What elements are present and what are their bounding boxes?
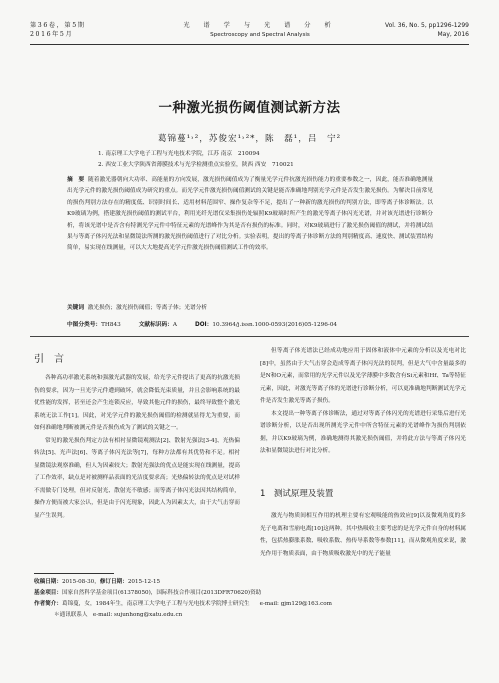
journal-name-zh: 光 谱 学 与 光 谱 分 析	[183, 22, 337, 29]
footnote-corresponding	[34, 610, 474, 621]
classification-line	[67, 319, 447, 328]
affiliation-2: 2. 西安工业大学陕西省薄膜技术与光学检测重点实验室，陕西 西安 710021	[98, 161, 294, 168]
keywords	[67, 303, 433, 313]
clc-code: TH843	[101, 322, 121, 328]
intro-paragraph-2: 常见的激光损伤判定方法有相衬显微镜观测法[2]、散射光强法[3-4]、光热偏转法[5]、光声法[6]、等离子体闪光法等[7]，每种方法都有其优势和不足。相衬显微镜法观察准确，但人为因素较大；散射光强法的优点是能实现在线测量，提高了工作效率，缺点是对被测样品表面的光洁度要求高；光热偏转法的优点是对试样不需做专门处理，但对反射光、散射光不敏感；而等离子体闪光法因其结构简单，操作方便而被大家公认，但是由于闪光现象，因此人为因素太大，由于大气击穿而显产生误判。	[34, 437, 240, 519]
intro-column	[34, 372, 240, 522]
fund-label: 基金项目：	[34, 590, 62, 596]
doc-code-label: 文献标识码：	[138, 322, 173, 328]
revised-date: 2015-12-15	[127, 579, 161, 585]
footnote-rule	[34, 573, 114, 574]
section-1-body	[260, 510, 466, 560]
right-paragraph-2: 本文提出一种等离子体诊断法，通过对等离子体闪光的光谱进行采集后进行光谱诊断分析，以是否出现所测光学元件中所含特征元素的光谱峰作为损伤判别依据，并以K9玻璃为例，准确地测得其激光损伤阈值，并将此方法与等离子体闪光法和显微镜法进行对比分析。	[260, 410, 466, 454]
affiliations	[98, 149, 294, 170]
journal-name-en: Spectroscopy and Spectral Analysis	[210, 31, 310, 38]
header-issue	[30, 22, 86, 39]
paper-title: 一种激光损伤阈值测试新方法	[158, 100, 341, 116]
header-rule	[30, 44, 469, 45]
header-volume-pages: Vol. 36, No. 5, pp1296-1299	[384, 22, 469, 29]
abstract-label: 摘 要	[67, 177, 85, 183]
clc-label: 中图分类号：	[67, 322, 102, 328]
right-column	[260, 345, 466, 458]
bio-text: 葛锦蔓，女，1984年生，南京理工大学电子工程与光电技术学院博士研究生	[61, 601, 250, 607]
section-1-paragraph: 激光与物质间相互作用的机理主要有宏观吸能的热效应[9]以及微观角度的多光子电离和雪崩电离[10]这两种。其中热吸收主要考虑的是光学元件自身的材料属性，包括热膨胀系数、吸收系数、热传导系数等参数[11]，而从微观角度来说，激光作用于物质表面，由于物质吸收激光中的光子能量	[260, 513, 466, 557]
keywords-label: 关键词	[67, 305, 85, 311]
abstract-separator	[30, 336, 469, 337]
doi-value: 10.3964/j.issn.1000-0593(2016)05-1296-04	[212, 322, 338, 328]
footnote-bio	[34, 599, 474, 610]
doi-label: DOI：	[194, 322, 213, 328]
right-paragraph-1: 但等离子体光谱法已经成功地应用于固体和液体中元素的分析以及光电对比[8]中，虽然由于大气击穿会造成等离子体闪光法的误判，但是大气中含量最多的是N和O元素，而常用的光学元件以及光学薄膜中多数含有Si元素和Hf、Ta等特征元素，因此，对激光等离子体的光谱进行诊断分析，可以更准确地判断测试光学元件是否发生激光等离子损伤。	[260, 348, 466, 404]
header-date: 2016年5月	[30, 30, 74, 38]
footnotes	[34, 577, 474, 621]
intro-paragraph-1: 各种高功率激光系统和强激光武器的发展，给光学元件提出了更高的抗激光损伤的要求，因为一旦光学元件遭到破坏，就会降低光束质量，并且会影响系统的最优性能的发挥，甚至还会产生连锁反应，导致其他元件的损伤，最终导致整个激光系统无法工作[1]。因此，对光学元件的激光损伤阈值的检测就显得尤为重要，而如何准确地判断被测元件是否损伤成为了测试的关键之一。	[34, 375, 240, 431]
doc-code: A	[172, 322, 177, 328]
corresponding-email: e-mail: sujunhong@xatu.edu.cn	[92, 612, 183, 618]
received-label: 收稿日期：	[34, 579, 62, 585]
keywords-text: 激光损伤；激光损伤阈值；等离子体；光谱分析	[87, 305, 208, 311]
fund-text: 国家自然科学基金项目(61378050)，国际科技合作项目(2013DFR70620)资助	[61, 590, 262, 596]
header-month: May, 2016	[437, 30, 469, 38]
section-1-heading: 1 测试原理及装置	[260, 489, 334, 499]
header-citation	[385, 22, 469, 39]
abstract-text: 随着激光器朝向大功率、高能量的方向发展，激光损伤阈值成为了衡量光学元件抗激光损伤能力的重要参数之一，因此，能否准确地测量出光学元件的激光损伤阈值成为研究的重点。而光学元件激光损伤阈值测试的关键是能否准确地判别光学元件是否发生激光损伤。为解决目前常见的损伤判别方法存在的精度低、识别时间长、适用材料范围窄、操作复杂等不足，提出了一种新的激光损伤的判别方法，即等离子体诊断法。以K9玻璃为例，搭建激光损伤阈值的测试平台，利用光纤光谱仪采集损伤处辐照K9玻璃时所产生的激光等离子体闪光光谱，并对该光谱进行诊断分析，将该光谱中是否含有特测光学元件中特征元素的光谱峰作为其是否有损伤的标准。同时，对K9玻璃进行了激光损伤阈值的测试，并将测试结果与等离子体闪光法和显微镜法所测的激光损伤阈值进行了对比分析。实验表明，提出的等离子体诊断方法的判别精度高、速度快、测试装置结构简单，易实现在线测量，可以大大地提高光学元件激光损伤阈值测试工作的效率。	[67, 177, 434, 252]
author-list: 葛锦蔓¹˒²，苏俊宏¹˒²*，陈 磊¹，吕 宁²	[157, 134, 342, 144]
affiliation-1: 1. 南京理工大学电子工程与光电技术学院，江苏 南京 210094	[98, 151, 260, 157]
header-volume: 第36卷，第5期	[30, 22, 86, 29]
bio-email: e-mail: gjm129@163.com	[259, 601, 332, 607]
abstract	[67, 175, 433, 255]
footnote-fund	[34, 588, 474, 599]
received-date: 2015-08-30，	[61, 579, 100, 585]
intro-heading: 引 言	[34, 354, 64, 365]
footnote-dates	[34, 577, 474, 588]
revised-label: 修订日期：	[99, 579, 128, 585]
header-journal	[150, 22, 370, 39]
corresponding-label: ＊通讯联系人	[54, 612, 88, 618]
bio-label: 作者简介：	[34, 601, 62, 607]
